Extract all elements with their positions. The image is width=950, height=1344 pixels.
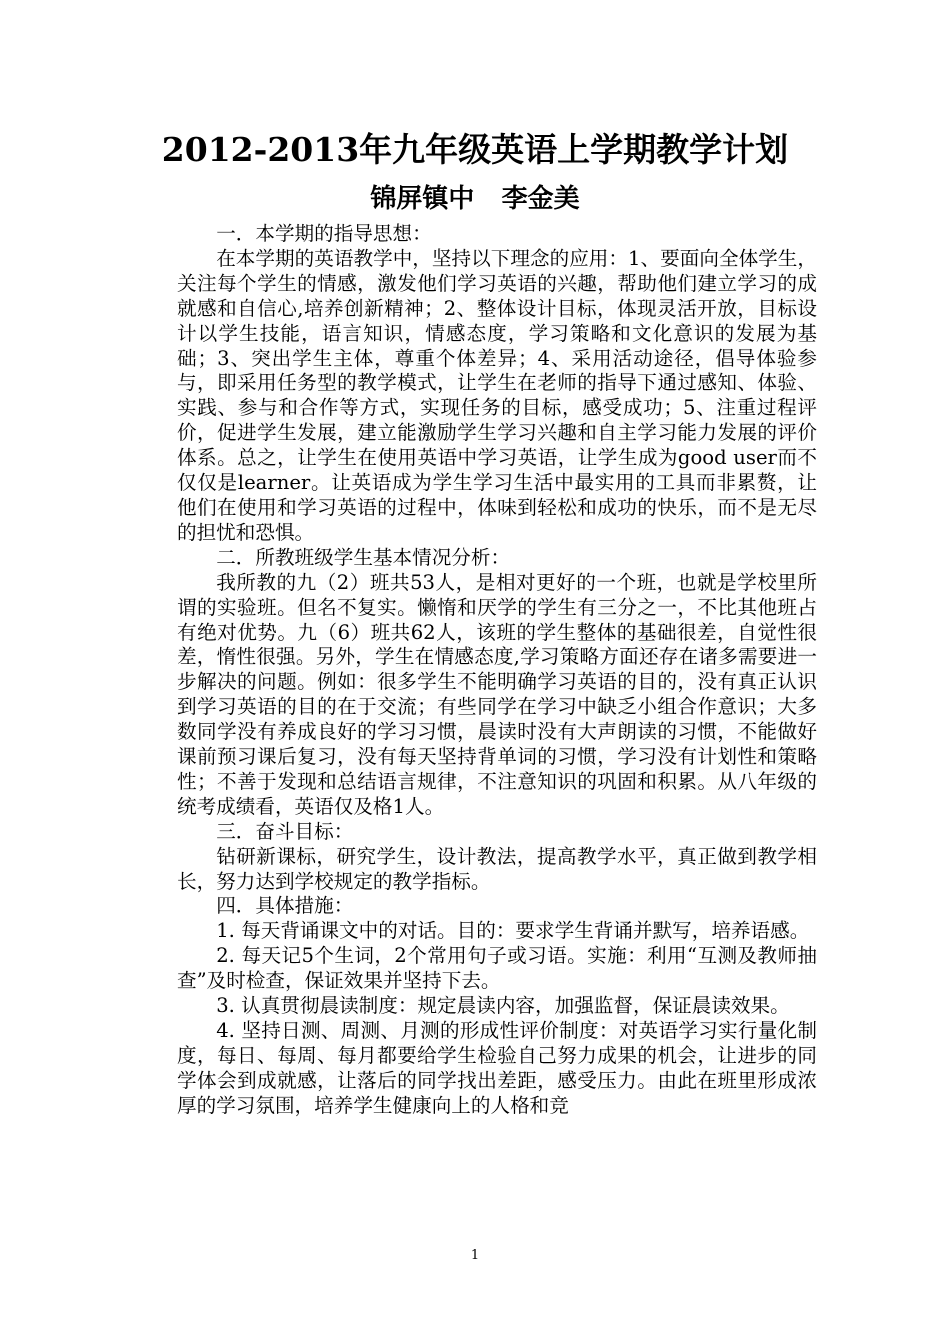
document-body [177,222,817,1119]
section-heading-measures: 四．具体措施： [216,894,354,918]
document-title: 2012-2013年九年级英语上学期教学计划 [161,130,789,169]
section-heading-class-analysis: 二．所教班级学生基本情况分析： [216,545,511,569]
section-heading-guiding-thought: 一．本学期的指导思想： [216,222,432,245]
paragraph-goals: 钻研新课标，研究学生，设计教法，提高教学水平，真正做到教学相长，努力达到学校规定的教学指标。 [177,844,817,893]
paragraph-class-analysis: 我所教的九（2）班共53人，是相对更好的一个班，也就是学校里所谓的实验班。但名不复实。懒惰和厌学的学生有三分之一，不比其他班占有绝对优势。九（6）班共62人，该班的学生整体的基础很差，自觉性很差，惰性很强。另外，学生在情感态度,学习策略方面还存在诸多需要进一步解决的问题。例如：很多学生不能明确学习英语的目的，没有真正认识到学习英语的目的在于交流；有些同学在学习中缺乏小组合作意识；大多数同学没有养成良好的学习习惯，晨读时没有大声朗读的习惯，不能做好课前预习课后复习，没有每天坚持背单词的习惯，学习没有计划性和策略性；不善于发现和总结语言规律，不注意知识的巩固和积累。从八年级的统考成绩看，英语仅及格1人。 [177,570,817,818]
measure-item-3: 3. 认真贯彻晨读制度：规定晨读内容，加强监督，保证晨读效果。 [216,994,790,1018]
paragraph-guiding-thought: 在本学期的英语教学中，坚持以下理念的应用：1、要面向全体学生，关注每个学生的情感，激发他们学习英语的兴趣，帮助他们建立学习的成就感和自信心,培养创新精神；2、整体设计目标，体现灵活开放，目标设计以学生技能，语言知识，情感态度，学习策略和文化意识的发展为基础；3、突出学生主体，尊重个体差异；4、采用活动途径，倡导体验参与，即采用任务型的教学模式，让学生在老师的指导下通过感知、体验、实践、参与和合作等方式，实现任务的目标，感受成功；5、注重过程评价，促进学生发展，建立能激励学生学习兴趣和自主学习能力发展的评价体系。总之，让学生在使用英语中学习英语，让学生成为good user而不仅仅是learner。让英语成为学生学习生活中最实用的工具而非累赘，让他们在使用和学习英语的过程中，体味到轻松和成功的快乐，而不是无尽的担忧和恐惧。 [177,246,817,544]
measure-item-1: 1. 每天背诵课文中的对话。目的：要求学生背诵并默写，培养语感。 [216,919,810,943]
measure-item-4: 4. 坚持日测、周测、月测的形成性评价制度：对英语学习实行量化制度，每日、每周、每月都要给学生检验自己努力成果的机会，让进步的同学体会到成就感，让落后的同学找出差距，感受压力。由此在班里形成浓厚的学习氛围，培养学生健康向上的人格和竞 [177,1019,817,1117]
page-number: 1 [470,1248,480,1263]
measure-item-2: 2. 每天记5个生词，2个常用句子或习语。实施：利用“互测及教师抽查”及时检查，保证效果并坚持下去。 [177,944,817,993]
section-heading-goals: 三．奋斗目标： [216,819,354,843]
document-subtitle: 锦屏镇中 李金美 [370,184,580,214]
